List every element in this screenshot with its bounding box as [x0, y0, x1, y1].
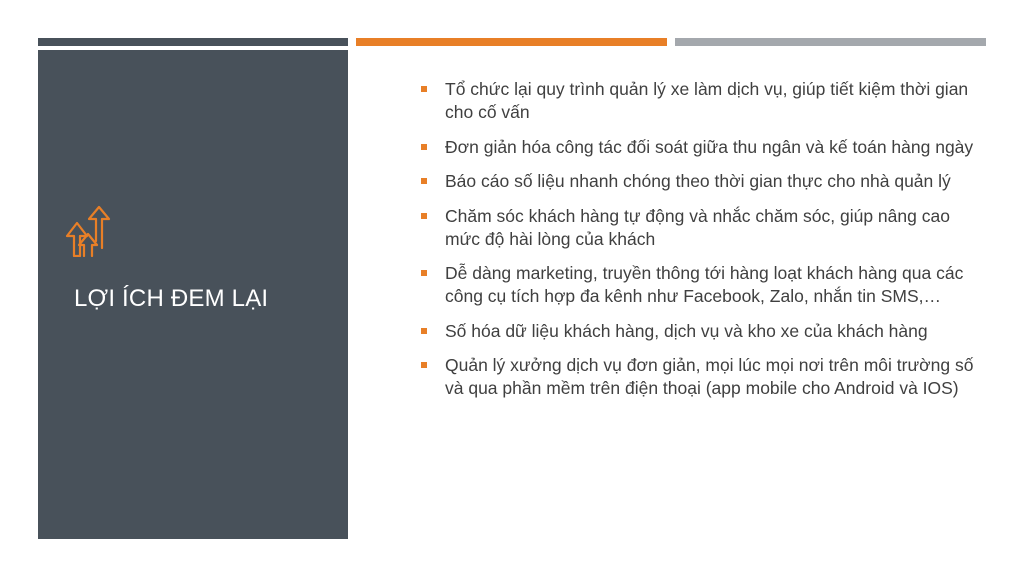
list-item [420, 205, 975, 251]
accent-bar-gray [675, 38, 986, 46]
list-item-text: Báo cáo số liệu nhanh chóng theo thời gian thực cho nhà quản lý [445, 171, 951, 191]
list-item [420, 262, 975, 308]
square-bullet-icon [421, 213, 427, 219]
list-item-text: Quản lý xưởng dịch vụ đơn giản, mọi lúc mọi nơi trên môi trường số và qua phần mềm trên điện thoại (app mobile cho Android và IOS) [445, 355, 974, 398]
list-item-text: Số hóa dữ liệu khách hàng, dịch vụ và kho xe của khách hàng [445, 320, 928, 341]
square-bullet-icon [421, 178, 427, 184]
list-item [420, 320, 975, 343]
square-bullet-icon [421, 86, 427, 92]
list-item [420, 136, 975, 159]
list-item [420, 78, 975, 124]
square-bullet-icon [421, 270, 427, 276]
square-bullet-icon [421, 144, 427, 150]
slide-title: LỢI ÍCH ĐEM LẠI [74, 285, 269, 312]
list-item-text: Tổ chức lại quy trình quản lý xe làm dịch vụ, giúp tiết kiệm thời gian cho cố vấn [445, 79, 969, 122]
benefits-list [420, 78, 975, 412]
square-bullet-icon [421, 328, 427, 334]
accent-bar-orange [356, 38, 667, 46]
arrows-up-icon [64, 205, 112, 257]
list-item-text: Dễ dàng marketing, truyền thông tới hàng loạt khách hàng qua các công cụ tích hợp đa kênh như Facebook, Zalo, nhắn tin SMS,… [445, 263, 964, 306]
square-bullet-icon [421, 362, 427, 368]
title-panel [38, 50, 348, 539]
list-item-text: Chăm sóc khách hàng tự động và nhắc chăm sóc, giúp nâng cao mức độ hài lòng của khách [445, 205, 950, 249]
list-item [420, 354, 975, 400]
list-item-text: Đơn giản hóa công tác đối soát giữa thu ngân và kế toán hàng ngày [445, 136, 974, 157]
list-item [420, 170, 975, 193]
accent-bar-dark [38, 38, 348, 46]
